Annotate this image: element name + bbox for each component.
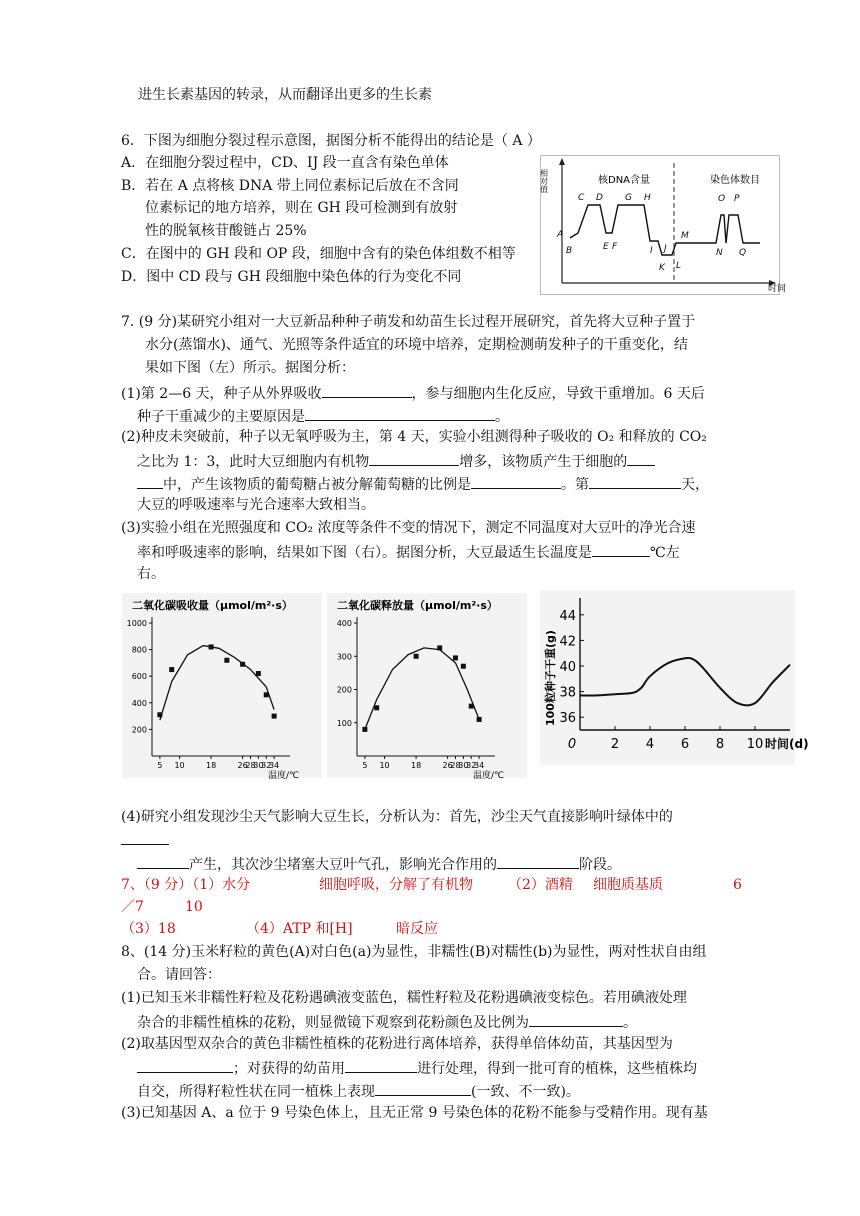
text: 。第 bbox=[561, 477, 589, 493]
option-b: B．若在 A 点将核 DNA 带上同位素标记后放在不含同 bbox=[121, 178, 459, 194]
text: 产生，其次沙尘堵塞大豆叶气孔，影响光合作用的 bbox=[189, 857, 497, 873]
point-label: D bbox=[596, 193, 603, 203]
answer-text: （2）酒精 bbox=[508, 877, 573, 893]
data-point bbox=[169, 667, 174, 672]
text-line bbox=[137, 1058, 697, 1078]
y-tick-label: 200 bbox=[336, 685, 352, 695]
answer-blank[interactable] bbox=[471, 474, 561, 489]
data-point bbox=[272, 714, 277, 719]
answer-text: 6 bbox=[733, 877, 742, 893]
text-line: 水分(蒸馏水)、通气、光照等条件适宜的环境中培养，定期检测萌发种子的干重变化，结 bbox=[145, 337, 688, 353]
option-c: C．在图中的 GH 段和 OP 段，细胞中含有的染色体组数不相等 bbox=[121, 246, 516, 262]
text-line: (2)种皮未突破前，种子以无氧呼吸为主，第 4 天，实验小组测得种子吸收的 O₂ 和释放的 CO₂ bbox=[121, 429, 707, 445]
answer-blank[interactable] bbox=[121, 830, 169, 845]
answer-blank[interactable] bbox=[627, 451, 655, 466]
text-line: 进生长素基因的转录，从而翻译出更多的生长素 bbox=[138, 87, 432, 103]
text-line: (3)实验小组在光照强度和 CO₂ 浓度等条件不变的情况下，测定不同温度对大豆叶的净光合速 bbox=[121, 520, 696, 536]
point-label: K bbox=[659, 263, 665, 273]
answer-blank[interactable] bbox=[592, 542, 650, 557]
question-8: 8、(14 分)玉米籽粒的黄色(A)对白色(a)为显性，非糯性(B)对糯性(b)为显性，两对性状自由组 bbox=[121, 944, 707, 960]
answer-blank[interactable] bbox=[137, 1058, 233, 1073]
text: ，参与细胞内生化反应，导致干重增加。6 天后 bbox=[411, 386, 705, 402]
cell-division-diagram bbox=[539, 155, 787, 295]
x-tick-label: 0 bbox=[567, 737, 577, 752]
text-line: (4)研究小组发现沙尘天气影响大豆生长，分析认为：首先，沙尘天气直接影响叶绿体中的 bbox=[121, 809, 673, 825]
y-tick-label: 300 bbox=[336, 652, 352, 662]
answer-blank[interactable] bbox=[322, 383, 412, 398]
co2-release-chart bbox=[327, 593, 527, 781]
y-tick-label: 36 bbox=[559, 711, 576, 727]
x-tick-label: 34 bbox=[269, 761, 280, 770]
x-tick-label: 5 bbox=[362, 761, 368, 770]
point-label: O bbox=[718, 194, 726, 204]
x-axis-label: 温度/℃ bbox=[268, 771, 300, 781]
answer-text: 7、（9 分）（1）水分 bbox=[121, 877, 251, 893]
option-b-cont: 性的脱氧核苷酸链占 25% bbox=[145, 223, 307, 239]
text: 率和呼吸速率的影响，结果如下图（右）。据图分析，大豆最适生长温度是 bbox=[137, 545, 592, 561]
text: 种子干重减少的主要原因是 bbox=[137, 409, 305, 425]
text: 中，产生该物质的葡萄糖占被分解葡萄糖的比例是 bbox=[163, 477, 471, 493]
x-tick-label: 10 bbox=[379, 761, 390, 770]
option-d: D．图中 CD 段与 GH 段细胞中染色体的行为变化不同 bbox=[121, 269, 462, 285]
x-tick-label: 28 bbox=[450, 761, 461, 770]
x-tick-label: 32 bbox=[261, 761, 272, 770]
point-label: E bbox=[603, 242, 609, 252]
answer-text: （4）ATP 和[H] bbox=[246, 921, 353, 937]
dna-label: 核DNA含量 bbox=[598, 175, 651, 186]
x-axis-label: 时间(d) bbox=[765, 737, 809, 751]
point-label: G bbox=[625, 193, 632, 203]
x-tick-label: 30 bbox=[458, 761, 469, 770]
point-label: P bbox=[734, 194, 740, 204]
text: ；对获得的幼苗用 bbox=[233, 1061, 345, 1077]
text: 自交，所得籽粒性状在同一植株上表现 bbox=[137, 1084, 375, 1100]
data-point bbox=[157, 712, 162, 717]
answer-text: 10 bbox=[185, 899, 203, 915]
point-label: L bbox=[676, 261, 682, 271]
question-6: 6．下图为细胞分裂过程示意图，据图分析不能得出的结论是（ A ） bbox=[121, 133, 541, 149]
data-point bbox=[362, 727, 367, 732]
chart-title: 二氧化碳释放量（μmol/m²·s） bbox=[337, 599, 498, 612]
x-tick-label: 30 bbox=[253, 761, 264, 770]
y-axis-label: 相对值 bbox=[539, 169, 549, 193]
text-line bbox=[121, 383, 705, 403]
chromosome-label: 染色体数目 bbox=[710, 175, 760, 186]
text-line: (3)已知基因 A、a 位于 9 号染色体上，且无正常 9 号染色体的花粉不能参与受精作用。现有基 bbox=[121, 1105, 708, 1121]
answer-text: 暗反应 bbox=[396, 921, 438, 937]
y-tick-label: 42 bbox=[559, 634, 576, 650]
point-label: H bbox=[644, 193, 651, 203]
y-tick-label: 200 bbox=[131, 725, 147, 735]
y-tick-label: 1000 bbox=[126, 619, 147, 628]
option-a: A．在细胞分裂过程中，CD、IJ 段一直含有染色单体 bbox=[121, 155, 449, 171]
point-label: M bbox=[681, 231, 689, 241]
text-line bbox=[137, 406, 509, 426]
point-label: Q bbox=[739, 248, 747, 258]
chart-title: 二氧化碳吸收量（μmol/m²·s） bbox=[132, 599, 293, 612]
y-tick-label: 600 bbox=[131, 672, 147, 682]
data-point bbox=[224, 658, 229, 663]
point-label: B bbox=[566, 246, 573, 256]
answer-text: 细胞质基质 bbox=[593, 877, 663, 893]
answer-text: ／7 bbox=[121, 899, 144, 915]
answer-text: 细胞呼吸，分解了有机物 bbox=[319, 877, 473, 893]
point-label: A bbox=[557, 230, 564, 240]
text-line bbox=[137, 854, 621, 874]
text-line bbox=[137, 1081, 580, 1101]
text: 杂合的非糯性植株的花粉，则显微镜下观察到花粉颜色及比例为 bbox=[137, 1015, 529, 1031]
y-axis-label: 100粒种子干重(g) bbox=[544, 630, 557, 726]
data-point bbox=[209, 644, 214, 649]
text-line: 右。 bbox=[137, 566, 165, 582]
x-axis-label: 时间 bbox=[768, 284, 787, 294]
answer-blank[interactable] bbox=[369, 451, 459, 466]
option-b-cont: 位素标记的地方培养，则在 GH 段可检测到有放射 bbox=[145, 200, 458, 216]
x-tick-label: 32 bbox=[466, 761, 477, 770]
text-line: 果如下图（左）所示。据图分析： bbox=[145, 360, 355, 376]
y-tick-label: 400 bbox=[336, 619, 352, 628]
answer-blank[interactable] bbox=[137, 474, 163, 489]
data-point bbox=[453, 655, 458, 660]
data-point bbox=[256, 671, 261, 676]
y-tick-label: 38 bbox=[559, 685, 576, 701]
text: (1)第 2—6 天，种子从外界吸收 bbox=[121, 386, 322, 402]
answer-blank[interactable] bbox=[345, 1058, 417, 1073]
data-point bbox=[414, 654, 419, 659]
x-tick-label: 4 bbox=[645, 737, 655, 752]
text-line bbox=[137, 451, 655, 471]
data-point bbox=[477, 717, 482, 722]
point-label: C bbox=[578, 193, 585, 203]
y-tick-label: 800 bbox=[131, 645, 147, 655]
text-line: 大豆的呼吸速率与光合速率大致相当。 bbox=[137, 497, 375, 513]
seed-dry-weight-chart bbox=[540, 590, 809, 765]
data-point bbox=[437, 645, 442, 650]
x-tick-label: 2 bbox=[610, 737, 620, 752]
text: 。 bbox=[495, 409, 509, 425]
answer-blank[interactable] bbox=[497, 854, 579, 869]
text: 阶段。 bbox=[579, 857, 621, 873]
text: 之比为 1：3，此时大豆细胞内有机物 bbox=[137, 454, 370, 470]
y-tick-label: 40 bbox=[559, 660, 576, 675]
answer-blank[interactable] bbox=[305, 406, 495, 421]
text-line: (1)已知玉米非糯性籽粒及花粉遇碘液变蓝色，糯性籽粒及花粉遇碘液变棕色。若用碘液处理 bbox=[121, 990, 687, 1006]
answer-text: （3）18 bbox=[121, 921, 176, 937]
answer-blank[interactable] bbox=[137, 854, 189, 869]
x-tick-label: 5 bbox=[157, 761, 163, 770]
point-label: F bbox=[612, 242, 618, 252]
co2-absorption-chart bbox=[122, 593, 322, 781]
x-tick-label: 6 bbox=[680, 737, 690, 752]
y-tick-label: 100 bbox=[336, 718, 352, 728]
answer-blank[interactable] bbox=[589, 474, 681, 489]
data-point bbox=[469, 704, 474, 709]
text-line bbox=[137, 1012, 637, 1032]
text: 。 bbox=[623, 1015, 637, 1031]
x-tick-label: 18 bbox=[205, 761, 217, 770]
text: (一致、不一致)。 bbox=[471, 1084, 580, 1100]
y-tick-label: 44 bbox=[559, 608, 576, 624]
answer-blank[interactable] bbox=[529, 1012, 623, 1027]
text: 天， bbox=[681, 477, 709, 493]
answer-blank[interactable] bbox=[375, 1081, 471, 1096]
x-tick-label: 26 bbox=[237, 761, 248, 770]
text: 增多，该物质产生于细胞的 bbox=[459, 454, 628, 470]
x-tick-label: 18 bbox=[410, 761, 422, 770]
x-tick-label: 10 bbox=[174, 761, 185, 770]
point-label: J bbox=[664, 244, 667, 254]
x-tick-label: 26 bbox=[442, 761, 453, 770]
data-point bbox=[461, 664, 466, 669]
y-tick-label: 400 bbox=[131, 698, 147, 708]
data-point bbox=[240, 662, 245, 667]
data-point bbox=[374, 705, 379, 710]
text-line: (2)取基因型双杂合的黄色非糯性植株的花粉进行离体培养，获得单倍体幼苗，其基因型为 bbox=[121, 1036, 673, 1052]
question-7: 7. (9 分)某研究小组对一大豆新品种种子萌发和幼苗生长过程开展研究，首先将大豆种子置于 bbox=[121, 314, 696, 330]
x-tick-label: 8 bbox=[715, 737, 725, 752]
text: ℃左 bbox=[650, 545, 680, 561]
point-label: I bbox=[650, 246, 653, 256]
text-line bbox=[121, 830, 169, 850]
x-tick-label: 34 bbox=[474, 761, 485, 770]
text-line bbox=[137, 474, 709, 494]
data-point bbox=[264, 692, 269, 697]
text-line bbox=[137, 542, 680, 562]
text-line: 合。请回答： bbox=[137, 967, 221, 983]
x-axis-label: 温度/℃ bbox=[473, 771, 505, 781]
text: 进行处理，得到一批可育的植株，这些植株均 bbox=[417, 1061, 697, 1077]
x-tick-label: 10 bbox=[746, 737, 764, 752]
x-tick-label: 28 bbox=[245, 761, 256, 770]
point-label: N bbox=[716, 248, 723, 258]
